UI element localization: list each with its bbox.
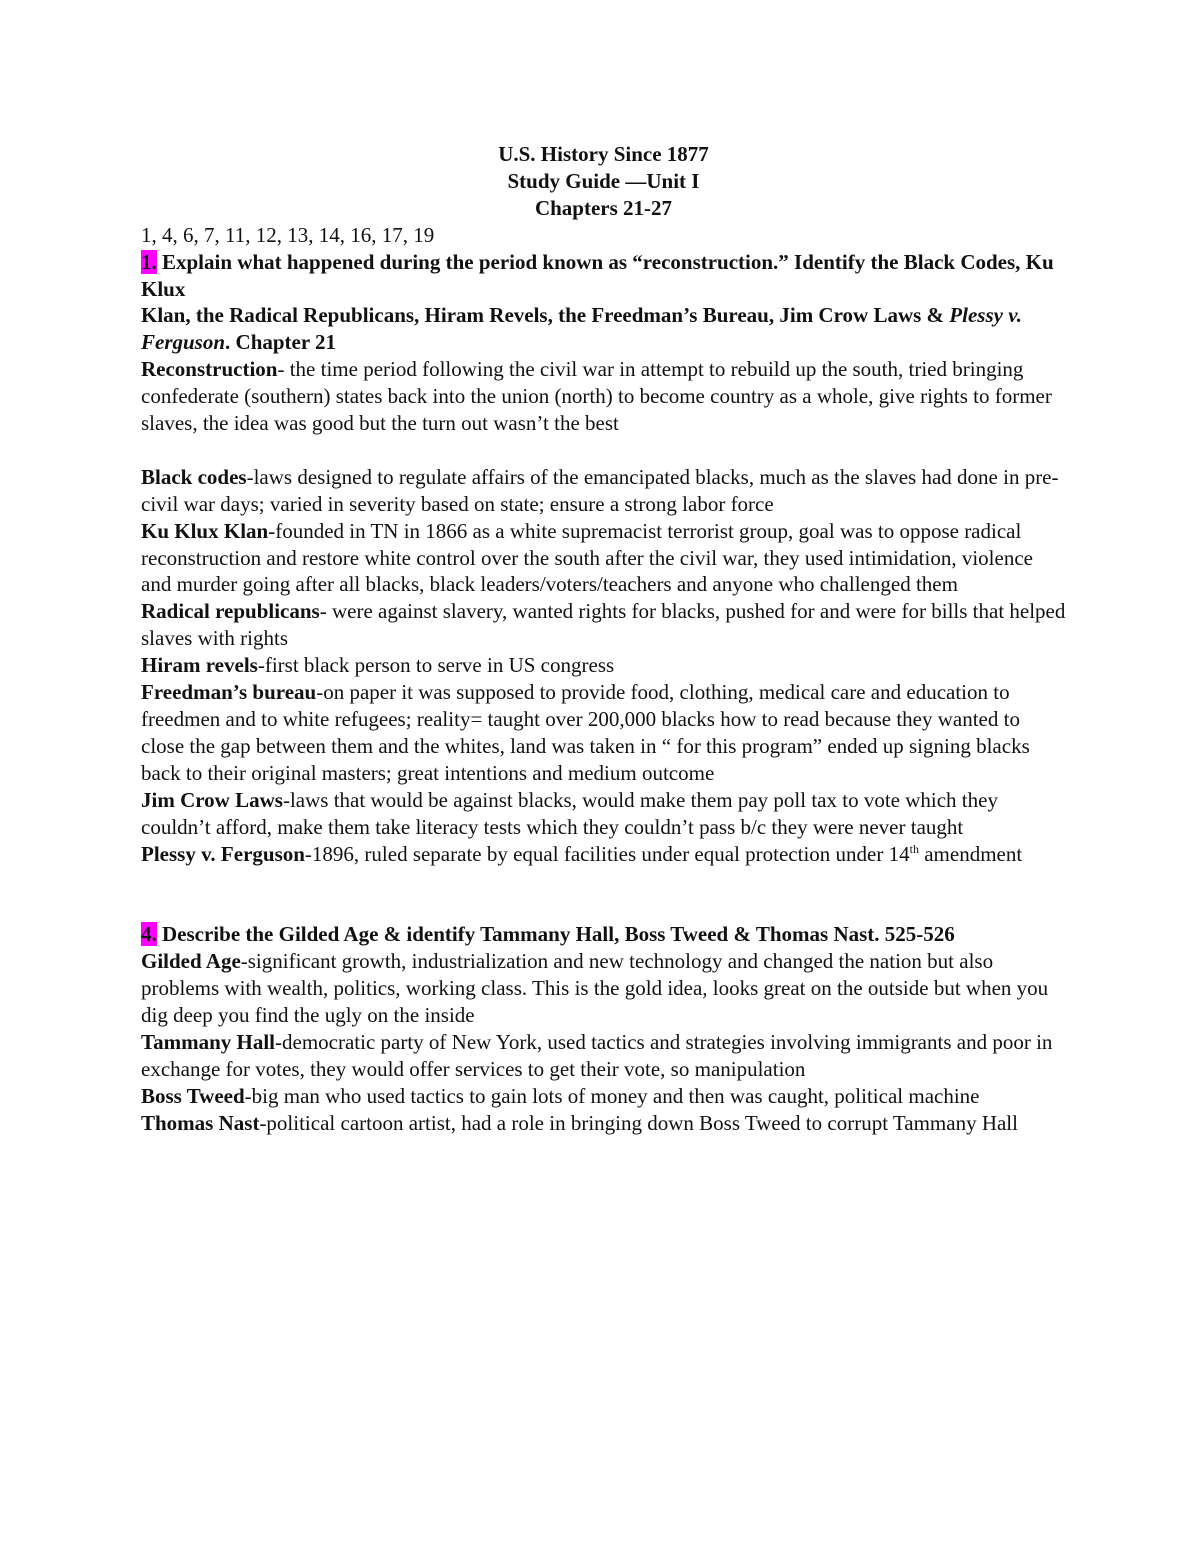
entry-reconstruction [141,356,1066,437]
entry-term: Tammany Hall [141,1029,275,1054]
entry-definition: -big man who used tactics to gain lots of money and then was caught, political machine [244,1083,980,1108]
entry-boss-tweed [141,1083,1066,1110]
entry-definition: -1896, ruled separate by equal facilities under equal protection under 14 [304,841,910,866]
entry-definition: -political cartoon artist, had a role in bringing down Boss Tweed to corrupt Tammany Hall [259,1110,1018,1135]
assigned-question-list: 1, 4, 6, 7, 11, 12, 13, 14, 16, 17, 19 [141,222,435,247]
entry-definition: -founded in TN in 1866 as a white supremacist terrorist group, goal was to oppose radical reconstruction and restore white control over the south after the civil war, they used intimidation, violence and murder going after all blacks, black leaders/voters/teachers and anyone who challenged them [141,518,1033,597]
entry-definition: -first black person to serve in US congress [257,653,615,678]
question-1-case-name: Plessy v. Ferguson [141,303,1022,355]
entry-black-codes [141,464,1066,518]
entry-ku-klux-klan [141,518,1066,599]
entry-thomas-nast [141,1110,1066,1137]
entry-term: Thomas Nast [141,1110,260,1135]
entry-definition: -democratic party of New York, used tactics and strategies involving immigrants and poor in exchange for votes, they would offer services to get their vote, so manipulation [141,1029,1053,1081]
entry-plessy-v-ferguson [141,841,1066,868]
entry-term: Hiram revels [141,653,258,678]
document-title: U.S. History Since 1877 [498,142,709,166]
entry-definition-tail: amendment [918,841,1023,866]
entry-term: Radical republicans [141,599,320,624]
ordinal-superscript: th [909,841,919,856]
question-4-number: 4. [141,922,157,947]
entry-definition: -significant growth, industrialization and new technology and changed the nation but also problems with wealth, politics, working class. This is the gold idea, looks great on the outside but when you dig deep you find the ugly on the inside [141,949,1049,1027]
entry-freedmans-bureau [141,679,1066,787]
entry-definition: - the time period following the civil war in attempt to rebuild up the south, tried bringing confederate (southern) states back into the union (north) to become country as a whole, give rights to former slaves, the idea was good but the turn out wasn’t the best [141,357,1052,436]
entry-term: Gilded Age [141,949,241,974]
entry-term: Reconstruction [141,357,278,382]
blank-line [141,437,1066,464]
entry-term: Ku Klux Klan [141,518,269,543]
entry-term: Boss Tweed [141,1083,245,1108]
document-chapters: Chapters 21-27 [534,195,673,220]
question-4-text: Describe the Gilded Age & identify Tammany Hall, Boss Tweed & Thomas Nast. 525-526 [156,922,955,947]
entry-definition: -on paper it was supposed to provide food, clothing, medical care and education to freedmen and to white refugees; reality= taught over 200,000 blacks how to read because they wanted to close the gap between them and the whites, land was taken in “ for this program” ended up signing blacks back to their original masters; great intentions and medium outcome [141,680,1030,785]
entry-radical-republicans [141,598,1066,652]
entry-term: Freedman’s bureau [141,680,317,705]
question-1-tail: . Chapter 21 [225,330,337,355]
entry-gilded-age [141,948,1066,1029]
document-page [141,141,1066,1137]
entry-jim-crow-laws [141,787,1066,841]
question-1-line-2: Klan, the Radical Republicans, Hiram Revels, the Freedman’s Bureau, Jim Crow Laws & [141,303,950,328]
question-1-prompt [141,249,1066,357]
entry-definition: -laws that would be against blacks, would make them pay poll tax to vote which they couldn’t afford, make them take literacy tests which they couldn’t pass b/c they were never taught [141,787,998,839]
document-subtitle: Study Guide —Unit I [507,168,700,193]
entry-term: Black codes [141,464,247,489]
blank-lines [141,867,1066,921]
entry-tammany-hall [141,1029,1066,1083]
question-1-line-1: Explain what happened during the period known as “reconstruction.” Identify the Black Codes, Ku Klux [141,249,1054,301]
question-4-prompt [141,921,1066,948]
entry-definition: - were against slavery, wanted rights for blacks, pushed for and were for bills that helped slaves with rights [141,599,1066,651]
entry-definition: -laws designed to regulate affairs of the emancipated blacks, much as the slaves had done in pre-civil war days; varied in severity based on state; ensure a strong labor force [141,464,1059,516]
entry-term: Jim Crow Laws [141,787,283,812]
entry-term: Plessy v. Ferguson [141,841,305,866]
question-1-number: 1. [141,249,157,274]
entry-hiram-revels [141,652,1066,679]
